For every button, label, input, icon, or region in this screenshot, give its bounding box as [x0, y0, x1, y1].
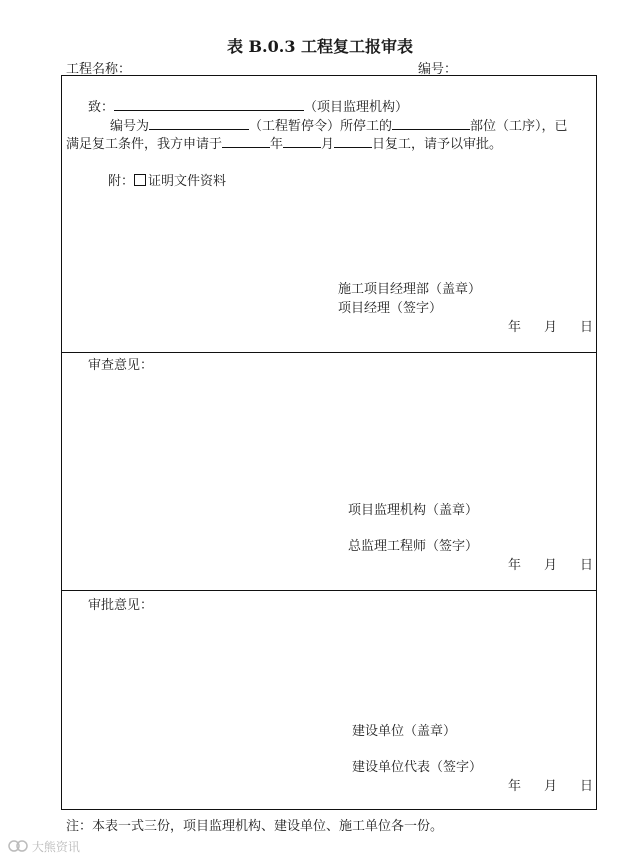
addressee-line: [88, 96, 408, 115]
order-line: [110, 115, 568, 134]
watermark: [8, 838, 80, 855]
footnote: 注：本表一式三份，项目监理机构、建设单位、施工单位各一份。: [66, 819, 444, 834]
form-number-label: 编号：: [418, 62, 458, 77]
year-label: 年: [508, 558, 522, 573]
date-row: [508, 316, 593, 335]
attachment-line: [108, 170, 226, 189]
date-row: [508, 554, 593, 573]
resume-text: 满足复工条件，我方申请于: [66, 137, 223, 152]
day-label: 日: [580, 558, 594, 573]
year-label: 年: [508, 320, 522, 335]
chief-engineer-sign-label: 总监理工程师（签字）: [348, 539, 479, 554]
addressee-blank[interactable]: [114, 96, 304, 111]
resume-year-label: 年: [270, 137, 284, 152]
contractor-seal-label: 施工项目经理部（盖章）: [338, 282, 482, 297]
section-divider: [62, 352, 596, 353]
attachment-label: 证明文件资料: [148, 174, 227, 189]
order-number-label: 编号为: [110, 119, 150, 134]
review-opinion-label: 审查意见：: [88, 358, 154, 373]
resume-month-label: 月: [321, 137, 335, 152]
day-label: 日: [580, 320, 594, 335]
location-text: 部位（工序），已: [470, 119, 568, 134]
resume-day-blank[interactable]: [334, 133, 372, 148]
contractor-manager-sign-label: 项目经理（签字）: [338, 301, 443, 316]
owner-rep-sign-label: 建设单位代表（签字）: [352, 760, 483, 775]
month-label: 月: [544, 320, 558, 335]
approval-opinion-label: 审批意见：: [88, 598, 154, 613]
project-name-label: 工程名称：: [66, 62, 132, 77]
addressee-prefix: 致：: [88, 100, 115, 115]
watermark-logo-icon: [8, 839, 28, 853]
order-number-blank[interactable]: [149, 115, 249, 130]
location-blank[interactable]: [392, 115, 470, 130]
order-text: （工程暂停令）所停工的: [249, 119, 393, 134]
resume-date-line: [66, 133, 502, 152]
resume-month-blank[interactable]: [283, 133, 321, 148]
resume-request-text: 日复工，请予以审批。: [372, 137, 503, 152]
owner-seal-label: 建设单位（盖章）: [352, 724, 457, 739]
section-divider: [62, 590, 596, 591]
attachment-prefix: 附：: [108, 174, 135, 189]
attachment-checkbox[interactable]: [134, 174, 146, 186]
form-title: 表 B.0.3 工程复工报审表: [226, 37, 414, 56]
supervision-seal-label: 项目监理机构（盖章）: [348, 503, 479, 518]
month-label: 月: [544, 779, 558, 794]
month-label: 月: [544, 558, 558, 573]
year-label: 年: [508, 779, 522, 794]
resume-year-blank[interactable]: [222, 133, 270, 148]
day-label: 日: [580, 779, 594, 794]
addressee-suffix: （项目监理机构）: [304, 100, 409, 115]
date-row: [508, 775, 593, 794]
watermark-text: 大熊资讯: [31, 840, 80, 854]
